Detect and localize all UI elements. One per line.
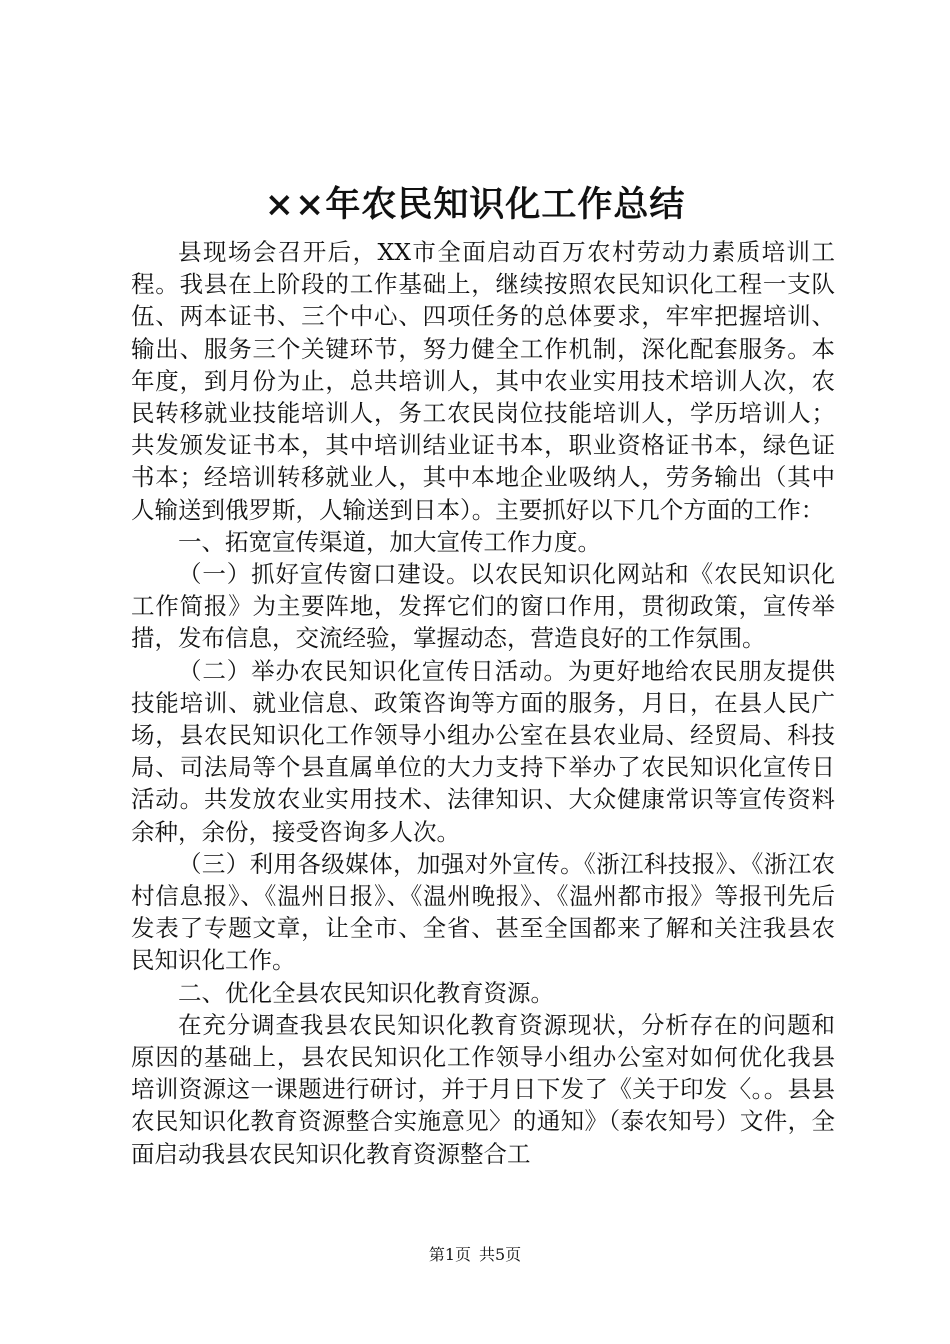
paragraph-section-1-3: （三）利用各级媒体，加强对外宣传。《浙江科技报》、《浙江农村信息报》、《温州日报》、《温州晚报》、《温州都市报》等报刊先后发表了专题文章，让全市、全省、甚至全国都来了解和关注我县农民知识化工作。 [131, 849, 835, 975]
paragraph-section-1-2: （二）举办农民知识化宣传日活动。为更好地给农民朋友提供技能培训、就业信息、政策咨询等方面的服务，月日，在县人民广场，县农民知识化工作领导小组办公室在县农业局、经贸局、科技局、司法局等个县直属单位的大力支持下举办了农民知识化宣传日活动。共发放农业实用技术、法律知识、大众健康常识等宣传资料余种，余份，接受咨询多人次。 [131, 656, 835, 846]
page-number-total: 共5页 [479, 1245, 522, 1264]
page-footer [0, 1244, 950, 1266]
document-title: ××年农民知识化工作总结 [264, 184, 686, 225]
document-body [131, 236, 835, 1170]
page-number-current: 第1页 [428, 1245, 471, 1264]
paragraph-section-1-1: （一）抓好宣传窗口建设。以农民知识化网站和《农民知识化工作简报》为主要阵地，发挥它们的窗口作用，贯彻政策，宣传举措，发布信息，交流经验，掌握动态，营造良好的工作氛围。 [131, 560, 835, 653]
paragraph-heading-2: 二、优化全县农民知识化教育资源。 [178, 978, 554, 1007]
paragraph-section-2: 在充分调查我县农民知识化教育资源现状，分析存在的问题和原因的基础上，县农民知识化工作领导小组办公室对如何优化我县培训资源这一课题进行研讨，并于月日下发了《关于印发〈。。县县农民知识化教育资源整合实施意见〉的通知》（泰农知号）文件，全面启动我县农民知识化教育资源整合工 [131, 1010, 835, 1168]
paragraph-heading-1: 一、拓宽宣传渠道，加大宣传工作力度。 [178, 527, 601, 556]
paragraph-intro: 县现场会召开后，XX市全面启动百万农村劳动力素质培训工程。我县在上阶段的工作基础上，继续按照农民知识化工程一支队伍、两本证书、三个中心、四项任务的总体要求，牢牢把握培训、输出、服务三个关键环节，努力健全工作机制，深化配套服务。本年度，到月份为止，总共培训人，其中农业实用技术培训人次，农民转移就业技能培训人，务工农民岗位技能培训人，学历培训人；共发颁发证书本，其中培训结业证书本，职业资格证书本，绿色证书本；经培训转移就业人，其中本地企业吸纳人，劳务输出（其中人输送到俄罗斯，人输送到日本）。主要抓好以下几个方面的工作： [131, 238, 835, 524]
